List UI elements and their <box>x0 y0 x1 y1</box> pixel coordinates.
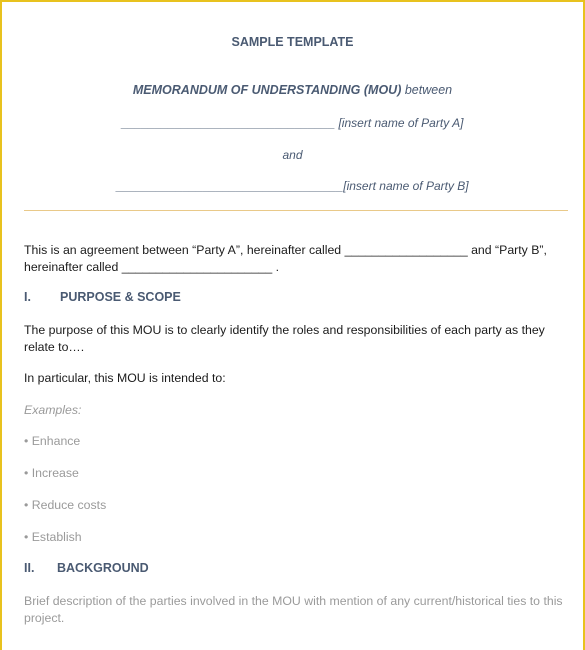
header-divider <box>24 210 568 211</box>
examples-label: Examples: <box>24 403 82 417</box>
list-item: • Establish <box>24 530 82 544</box>
purpose-paragraph: The purpose of this MOU is to clearly identify the roles and responsibilities of each party as they relate to…. <box>24 323 545 354</box>
section-number: I. <box>24 290 31 304</box>
document-title: SAMPLE TEMPLATE <box>231 35 354 49</box>
particular-paragraph: In particular, this MOU is intended to: <box>24 371 226 385</box>
section-number: II. <box>24 561 35 575</box>
list-item: • Enhance <box>24 434 81 448</box>
section-title: BACKGROUND <box>57 561 149 575</box>
mou-title: MEMORANDUM OF UNDERSTANDING (MOU) <box>132 83 402 97</box>
party-a-line[interactable]: ________________________________ [insert name of Party A] <box>121 116 464 130</box>
mou-heading <box>2 83 583 97</box>
intro-paragraph: This is an agreement between “Party A”, hereinafter called __________________ and “Party B”, hereinafter called ______________________ . <box>24 243 547 274</box>
section-purpose-heading <box>24 290 181 304</box>
mou-between: between <box>404 83 453 97</box>
and-text: and <box>282 148 303 162</box>
background-paragraph: Brief description of the parties involved in the MOU with mention of any current/historical ties to this project. <box>24 594 563 625</box>
list-item: • Increase <box>24 466 79 480</box>
section-background-heading <box>24 561 149 575</box>
party-b-line[interactable]: __________________________________[insert name of Party B] <box>116 179 469 193</box>
section-title: PURPOSE & SCOPE <box>60 290 181 304</box>
list-item: • Reduce costs <box>24 498 107 512</box>
